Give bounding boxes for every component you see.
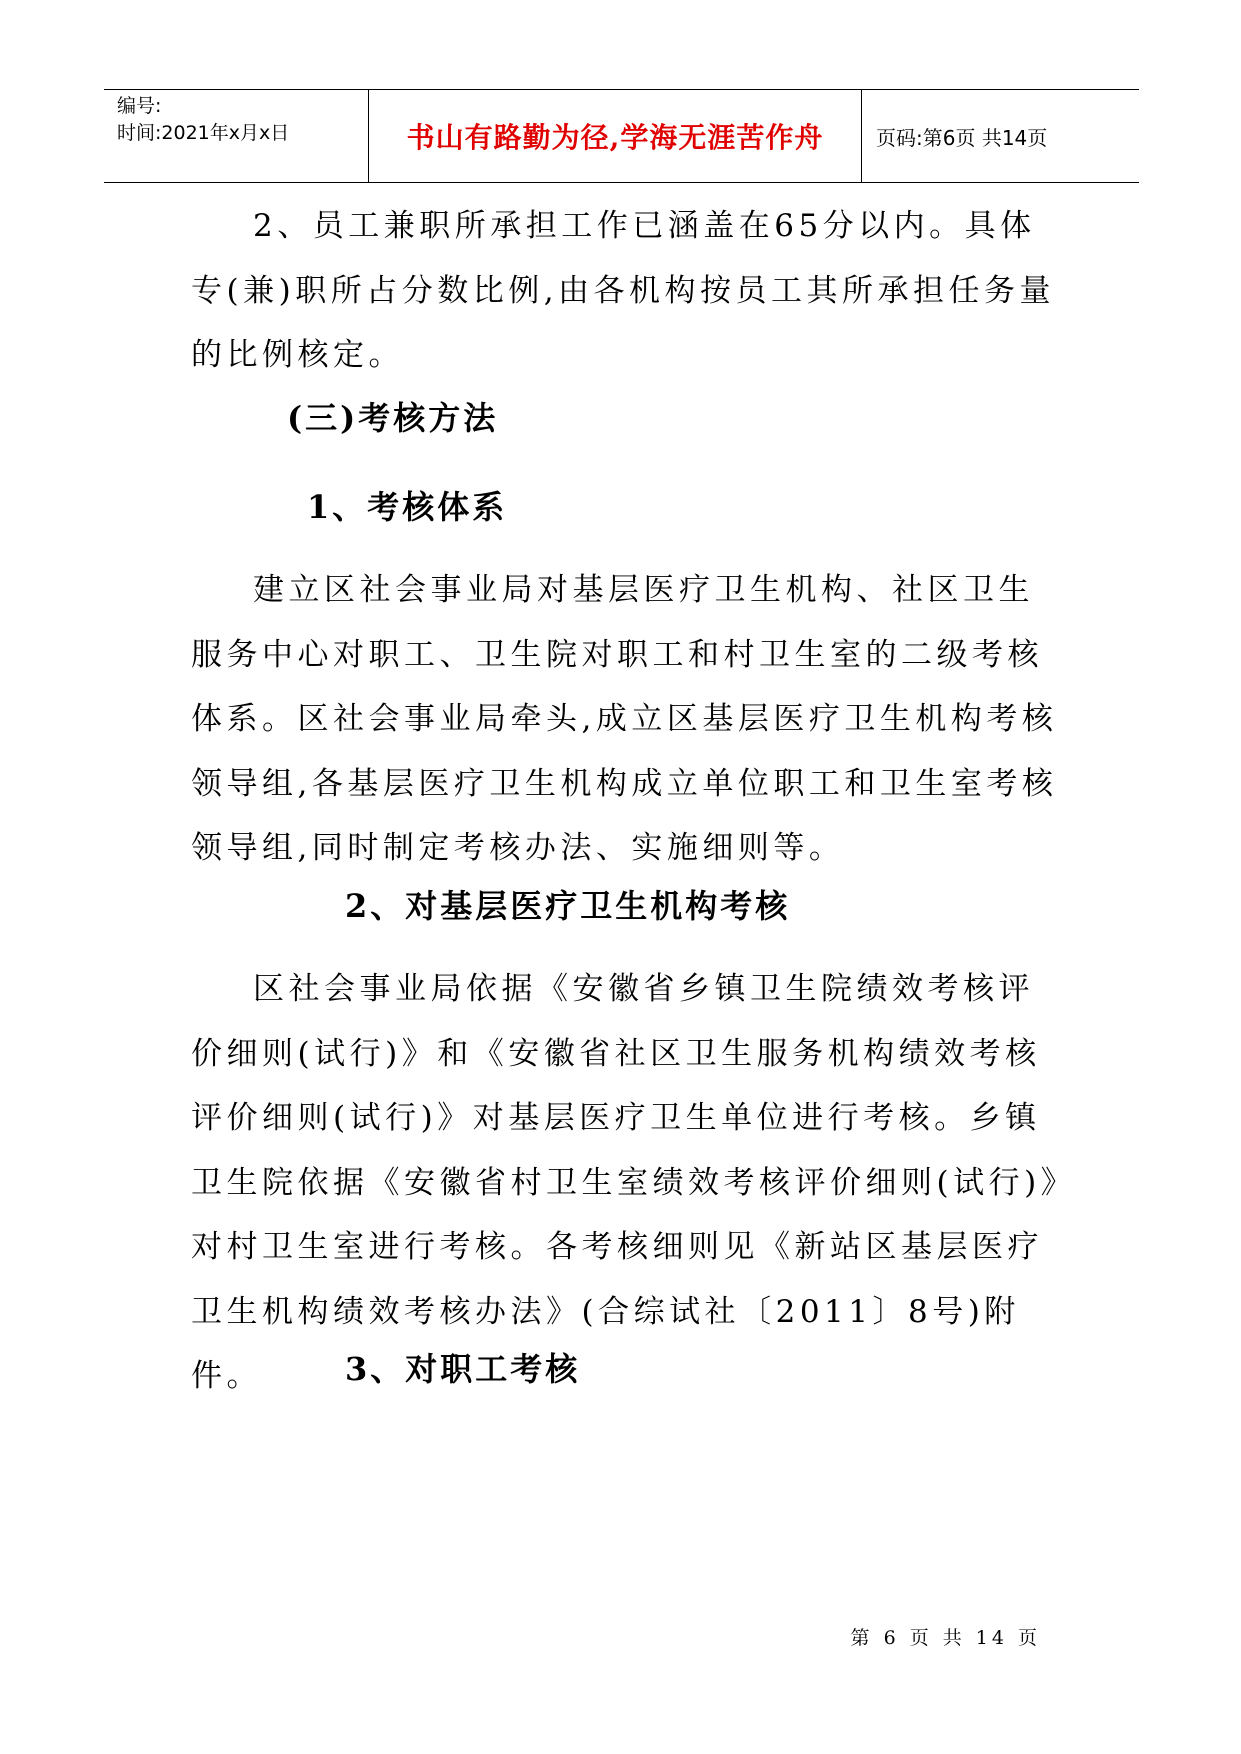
header-motto: 书山有路勤为径,学海无涯苦作舟	[369, 90, 862, 182]
paragraph-assessment-system: 建立区社会事业局对基层医疗卫生机构、社区卫生服务中心对职工、卫生院对职工和村卫生室的二级考核体系。区社会事业局牵头,成立区基层医疗卫生机构考核领导组,各基层医疗卫生机构成立单位职工和卫生室考核领导组,同时制定考核办法、实施细则等。	[191, 572, 1058, 866]
paragraph-institution-assessment: 区社会事业局依据《安徽省乡镇卫生院绩效考核评价细则(试行)》和《安徽省社区卫生服务机构绩效考核评价细则(试行)》对基层医疗卫生单位进行考核。乡镇卫生院依据《安徽省村卫生室绩效考核评价细则(试行)》对村卫生室进行考核。各考核细则见《新站区基层医疗卫生机构绩效考核办法》(合综试社〔2011〕8号)附件。	[191, 971, 1061, 1394]
section-heading-assessment-method: (三)考核方法	[287, 399, 499, 437]
page-header	[104, 89, 1139, 183]
document-time-label: 时间:2021年x月x日	[117, 122, 290, 144]
header-page-number: 页码:第6页 共14页	[876, 125, 1048, 150]
document-number-label: 编号:	[117, 95, 162, 117]
header-meta	[104, 90, 369, 182]
subheading-staff-assessment: 3、对职工考核	[345, 1350, 581, 1388]
subheading-assessment-system: 1、考核体系	[307, 488, 508, 526]
page-footer: 第 6 页 共 14 页	[850, 1627, 1041, 1649]
subheading-institution-assessment: 2、对基层医疗卫生机构考核	[345, 887, 791, 925]
paragraph-part-time-score: 2、员工兼职所承担工作已涵盖在65分以内。具体专(兼)职所占分数比例,由各机构按员工其所承担任务量的比例核定。	[191, 208, 1056, 373]
